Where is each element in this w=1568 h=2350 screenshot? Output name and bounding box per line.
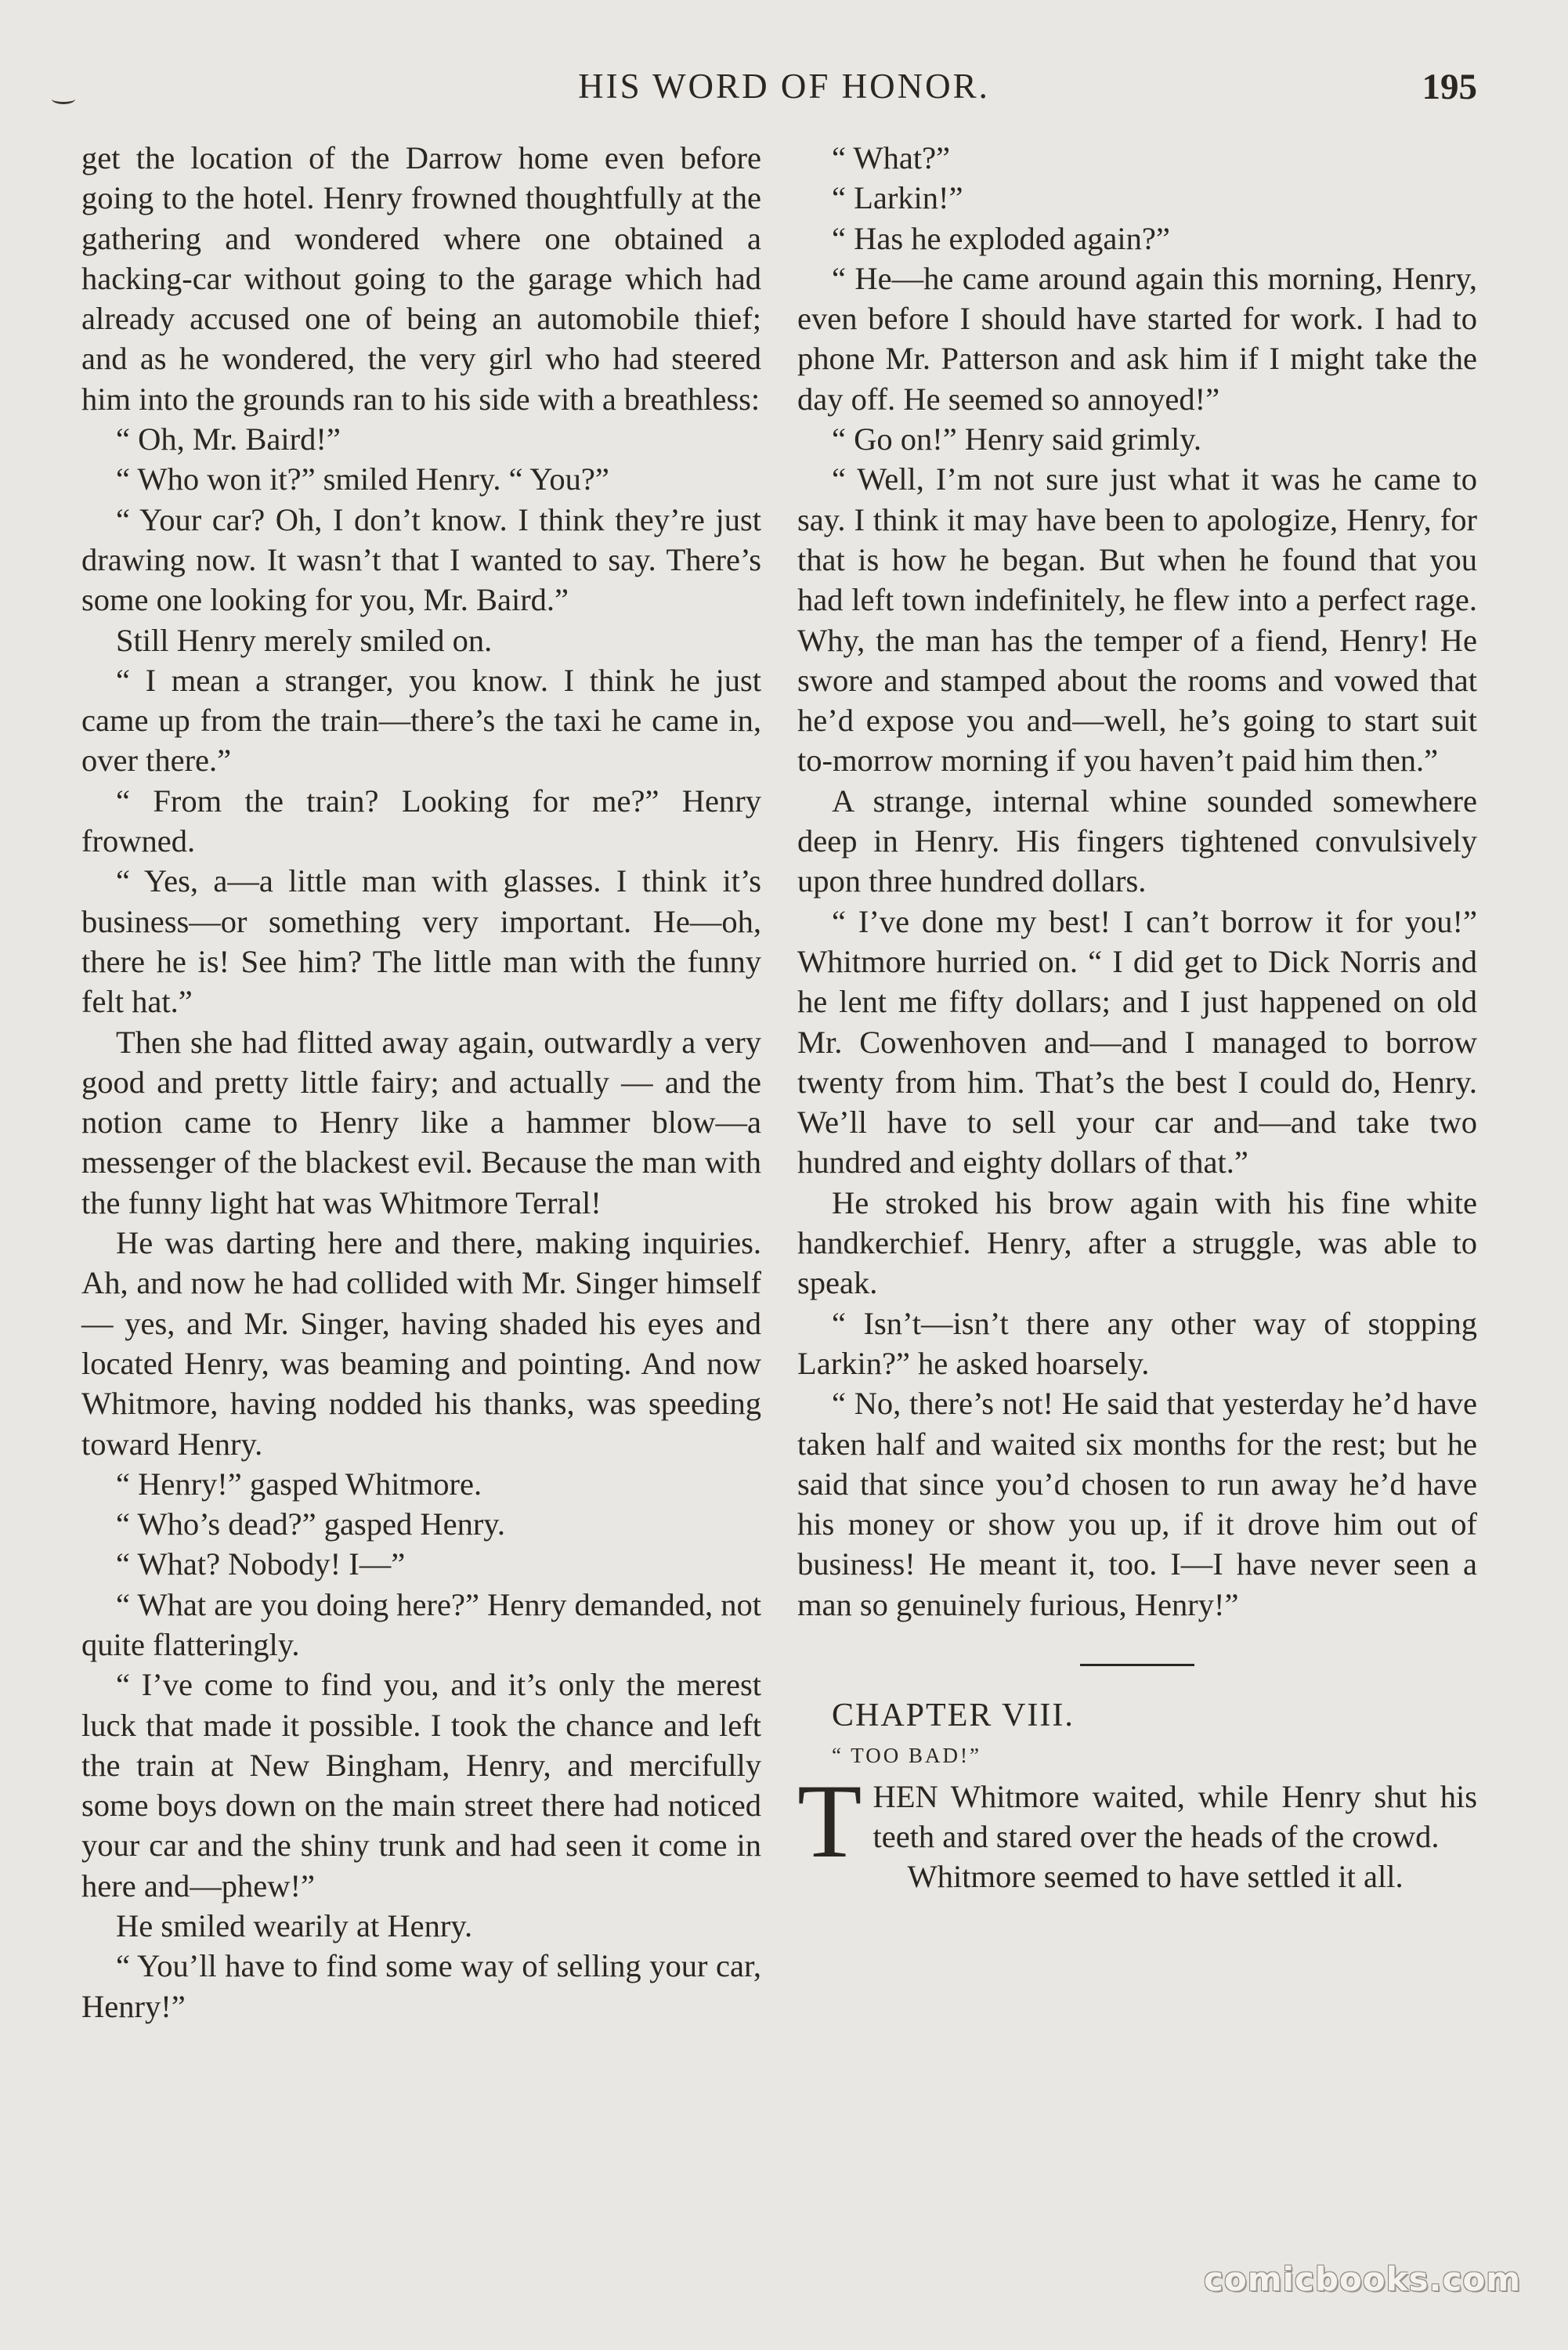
paragraph: “ I mean a stranger, you know. I think he just came up from the train—there’s the taxi he came in, over there.” <box>81 662 761 779</box>
paragraph: “ Your car? Oh, I don’t know. I think they’re just drawing now. It wasn’t that I wanted to say. There’s some one looking for you, Mr. Baird.” <box>81 501 761 618</box>
paragraph: “ Go on!” Henry said grimly. <box>832 421 1201 457</box>
running-title: HIS WORD OF HONOR. <box>578 67 990 106</box>
page-number: 195 <box>1422 67 1477 107</box>
paragraph: “ Who won it?” smiled Henry. “ You?” <box>116 461 609 497</box>
paragraph: “ I’ve done my best! I can’t borrow it for you!” Whitmore hurried on. “ I did get to Dick Norris and he lent me fifty dollars; and I just happened on old Mr. Cowenhoven and—and I managed to borrow twenty from him. That’s the best I could do, Henry. We’ll have to sell your car and—and take two hundred and eighty dollars of that.” <box>797 903 1477 1180</box>
paragraph: Still Henry merely smiled on. <box>116 622 493 658</box>
paragraph: “ Henry!” gasped Whitmore. <box>116 1466 482 1502</box>
paragraph: “ Oh, Mr. Baird!” <box>116 421 341 457</box>
paragraph: get the location of the Darrow home even before going to the hotel. Henry frowned thoughtfully at the gathering and wondered where one obtained a hacking-car without going to the garage which had already accused one of being an automobile thief; and as he wondered, the very girl who had steered him into the grounds ran to his side with a breathless: <box>81 140 761 417</box>
paragraph: “ Isn’t—isn’t there any other way of stopping Larkin?” he asked hoarsely. <box>797 1305 1477 1381</box>
paragraph: He was darting here and there, making inquiries. Ah, and now he had collided with Mr. Singer himself — yes, and Mr. Singer, having shaded his eyes and located Henry, was beaming and pointing. And now Whitmore, having nodded his thanks, was speeding toward Henry. <box>81 1225 761 1462</box>
paragraph: “ What are you doing here?” Henry demanded, not quite flatteringly. <box>81 1586 761 1662</box>
paragraph: “ You’ll have to find some way of selling your car, Henry!” <box>81 1948 761 2024</box>
paragraph: “ From the train? Looking for me?” Henry frowned. <box>81 783 761 859</box>
paragraph: “ I’ve come to find you, and it’s only the merest luck that made it possible. I took the chance and left the train at New Bingham, Henry, and mercifully some boys down on the main street there had noticed your car and the shiny trunk and had seen it come in here and—phew!” <box>81 1667 761 1904</box>
opening-text: HEN Whitmore waited, while Henry shut his teeth and stared over the heads of the crowd. <box>873 1778 1477 1854</box>
paragraph: “ What?” <box>832 140 951 175</box>
paragraph: “ Yes, a—a little man with glasses. I think it’s business—or something very important. He—oh, there he is! See him? The little man with the funny felt hat.” <box>81 863 761 1020</box>
right-column <box>797 138 1477 1896</box>
paragraph: “ Has he exploded again?” <box>832 220 1170 256</box>
page-header <box>0 66 1568 113</box>
chapter-divider <box>1080 1664 1194 1666</box>
paragraph: “ Larkin!” <box>832 180 963 216</box>
paragraph: A strange, internal whine sounded somewhere deep in Henry. His fingers tightened convulsively upon three hundred dollars. <box>797 783 1477 899</box>
chapter-subtitle: “ TOO BAD!” <box>832 1744 981 1768</box>
paragraph: He stroked his brow again with his fine white handkerchief. Henry, after a struggle, was able to speak. <box>797 1184 1477 1301</box>
left-column <box>81 138 761 2026</box>
paragraph: “ What? Nobody! I—” <box>116 1546 406 1582</box>
paragraph: “ Who’s dead?” gasped Henry. <box>116 1506 506 1542</box>
paragraph: Whitmore seemed to have settled it all. <box>907 1859 1404 1895</box>
paragraph: “ Well, I’m not sure just what it was he came to say. I think it may have been to apologize, Henry, for that is how he began. But when he found that you had left town indefinitely, he flew into a perfect rage. Why, the man has the temper of a fiend, Henry! He swore and stamped about the rooms and vowed that he’d expose you and—well, he’s going to start suit to-morrow morning if you haven’t paid him then.” <box>797 461 1477 779</box>
paragraph: “ No, there’s not! He said that yesterday he’d have taken half and waited six months for the rest; but he said that since you’d chosen to run away he’d have his money or show you up, if it drove him out of business! He meant it, too. I—I have never seen a man so genuinely furious, Henry!” <box>797 1386 1477 1622</box>
chapter-heading: CHAPTER VIII. <box>832 1697 1075 1734</box>
paragraph: He smiled wearily at Henry. <box>116 1908 473 1944</box>
drop-cap: T <box>797 1762 862 1880</box>
paragraph: Then she had flitted away again, outwardly a very good and pretty little fairy; and actually — and the notion came to Henry like a hammer blow—a messenger of the blackest evil. Because the man with the funny light hat was Whitmore Terral! <box>81 1024 761 1220</box>
paragraph: “ He—he came around again this morning, Henry, even before I should have started for work. I had to phone Mr. Patterson and ask him if I might take the day off. He seemed so annoyed!” <box>797 260 1477 417</box>
site-watermark: comicbooks.com <box>1204 2260 1521 2298</box>
